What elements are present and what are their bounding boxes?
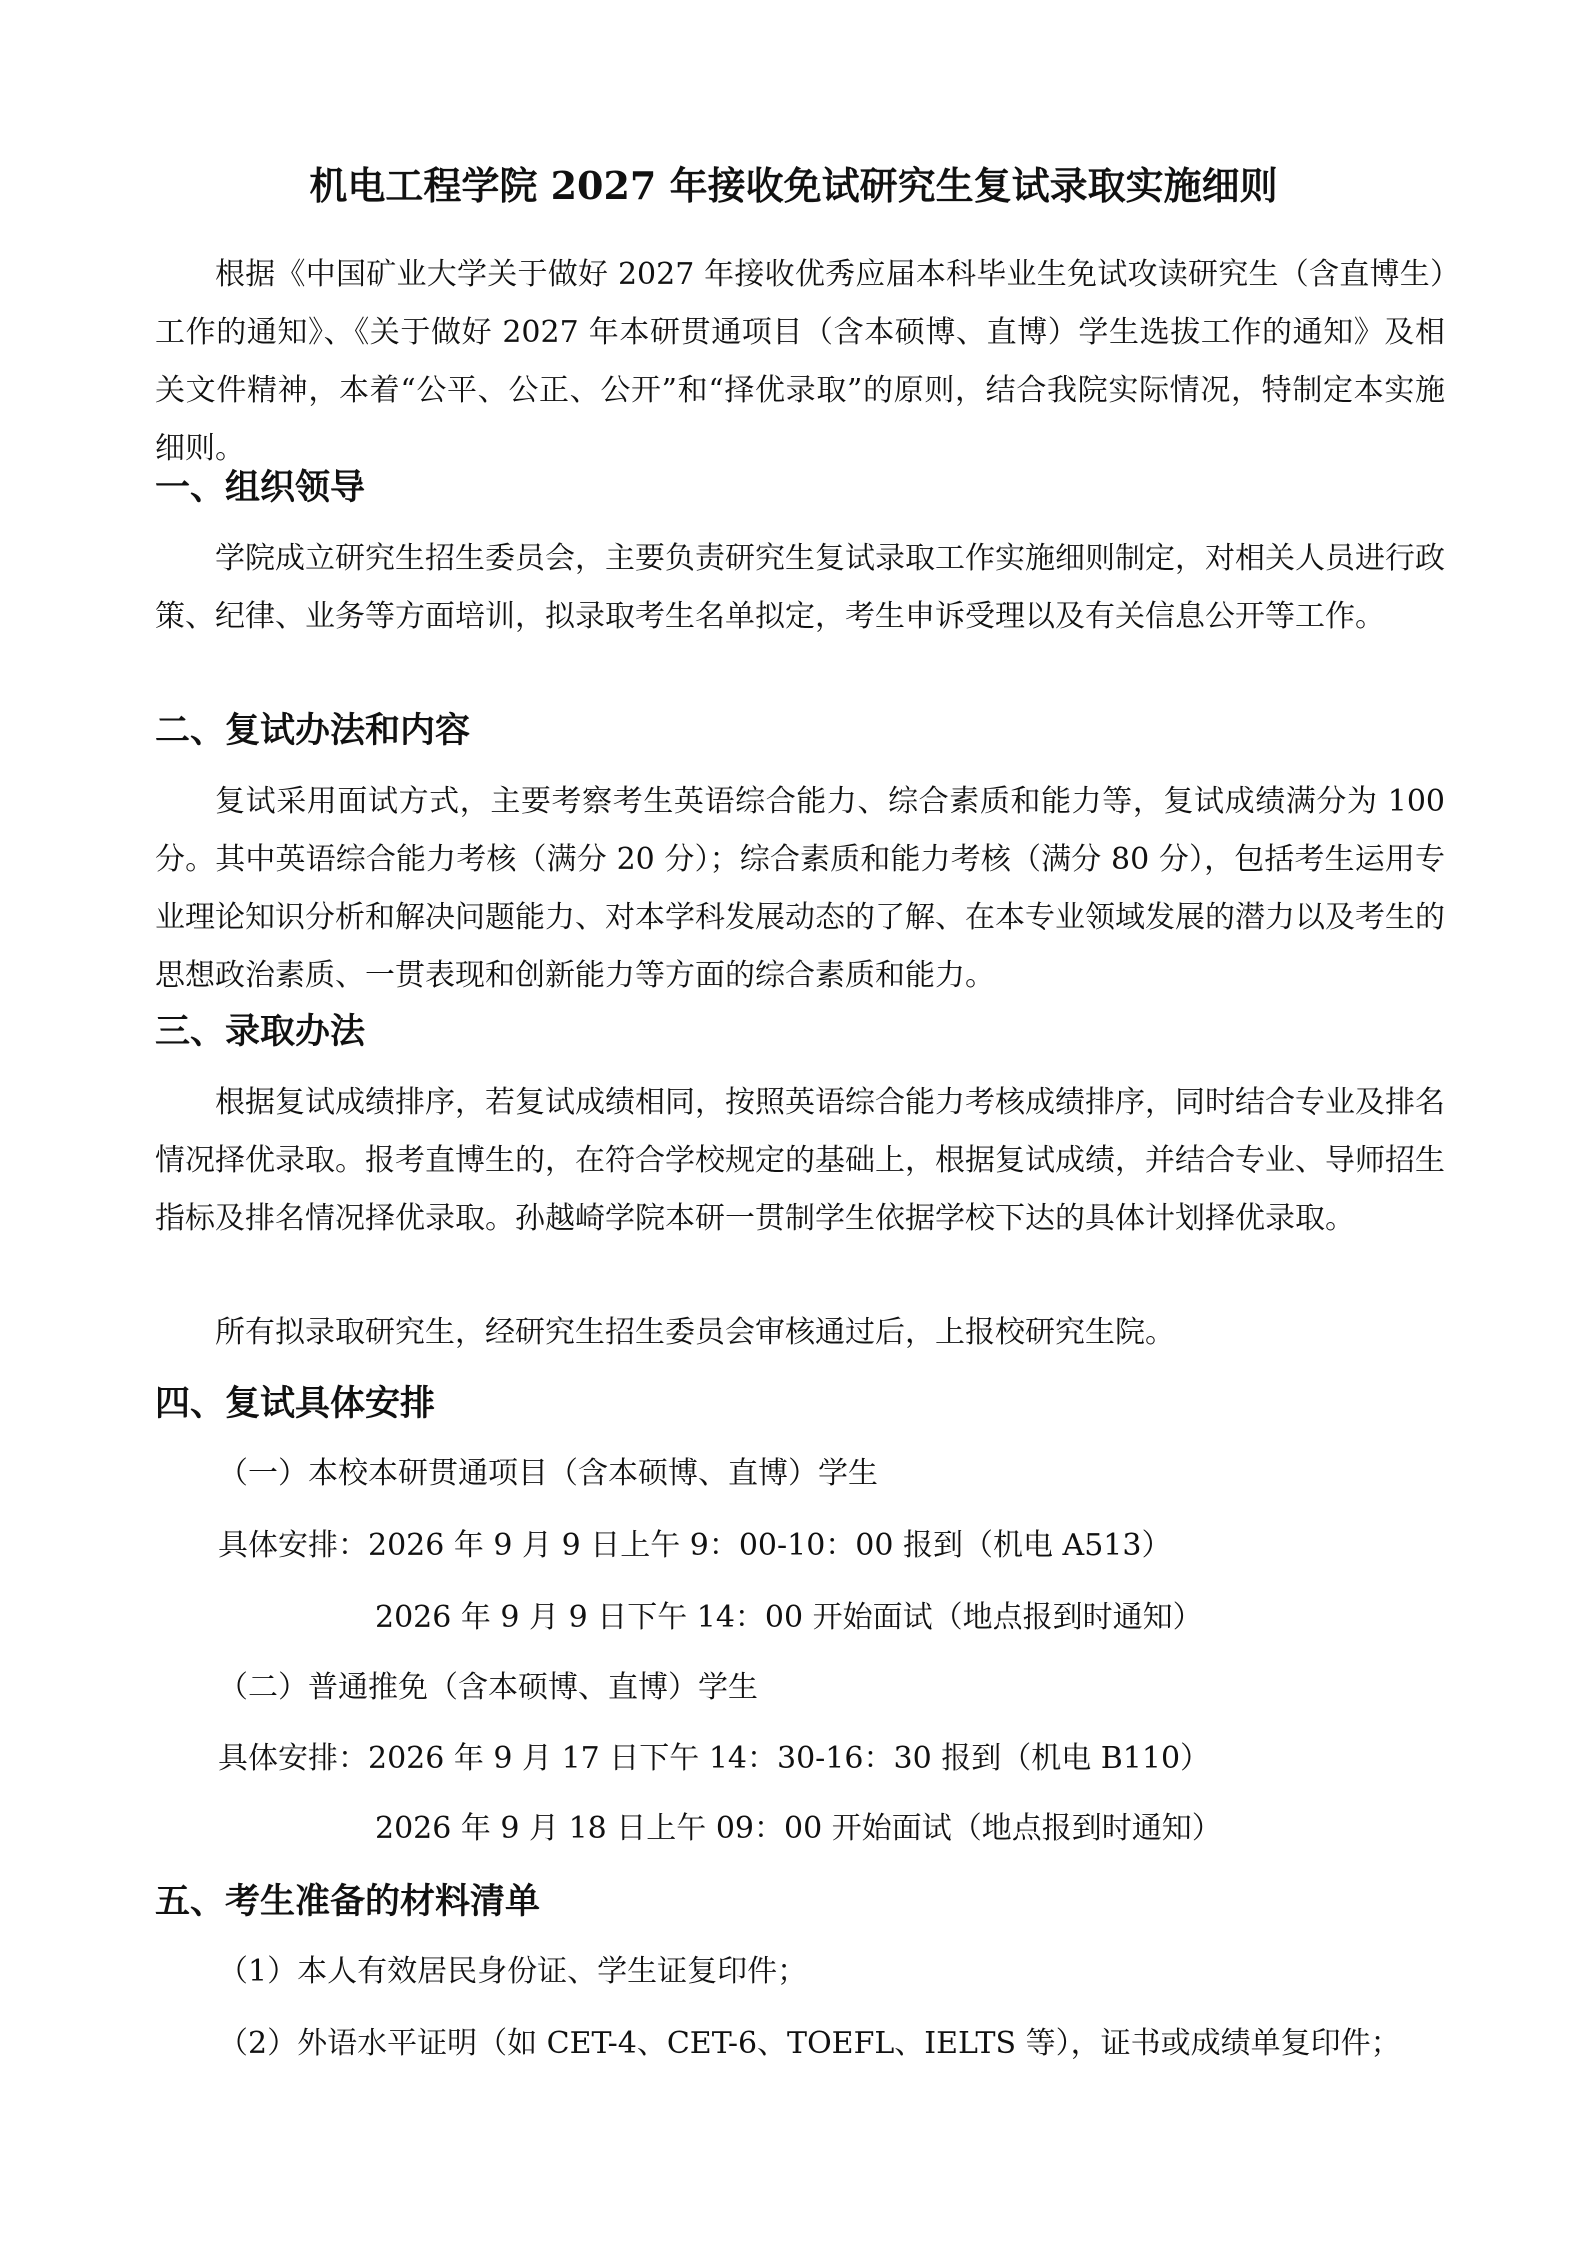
schedule-group-1-line-2: 2026 年 9 月 9 日下午 14：00 开始面试（地点报到时通知） bbox=[375, 1600, 1203, 1635]
schedule-group-2-title: （二）普通推免（含本硕博、直博）学生 bbox=[218, 1670, 758, 1705]
schedule-group-1-line-1: 具体安排：2026 年 9 月 9 日上午 9：00-10：00 报到（机电 A513） bbox=[218, 1528, 1172, 1563]
section-2-heading: 二、复试办法和内容 bbox=[155, 710, 471, 751]
schedule-group-2-line-1: 具体安排：2026 年 9 月 17 日下午 14：30-16：30 报到（机电 B110） bbox=[218, 1741, 1211, 1776]
material-item-2: （2）外语水平证明（如 CET-4、CET-6、TOEFL、IELTS 等），证书或成绩单复印件； bbox=[218, 2026, 1401, 2061]
section-1-heading: 一、组织领导 bbox=[155, 467, 366, 508]
schedule-group-1-title: （一）本校本研贯通项目（含本硕博、直博）学生 bbox=[218, 1456, 878, 1491]
section-1-paragraph: 学院成立研究生招生委员会，主要负责研究生复试录取工作实施细则制定，对相关人员进行政策、纪律、业务等方面培训，拟录取考生名单拟定，考生申诉受理以及有关信息公开等工作。 bbox=[155, 541, 1445, 634]
material-item-1: （1）本人有效居民身份证、学生证复印件； bbox=[218, 1954, 808, 1989]
section-3-heading: 三、录取办法 bbox=[155, 1011, 366, 1052]
intro-paragraph: 根据《中国矿业大学关于做好 2027 年接收优秀应届本科毕业生免试攻读研究生（含直博生）工作的通知》、《关于做好 2027 年本研贯通项目（含本硕博、直博）学生选拔工作的通知》及相关文件精神，本着“公平、公正、公开”和“择优录取”的原则，结合我院实际情况，特制定本实施细则。 bbox=[155, 257, 1445, 466]
section-2-paragraph: 复试采用面试方式，主要考察考生英语综合能力、综合素质和能力等，复试成绩满分为 100 分。其中英语综合能力考核（满分 20 分）；综合素质和能力考核（满分 80 分），包括考生运用专业理论知识分析和解决问题能力、对本学科发展动态的了解、在本专业领域发展的潜力以及考生的思想政治素质、一贯表现和创新能力等方面的综合素质和能力。 bbox=[155, 784, 1445, 993]
section-3-paragraph-1: 根据复试成绩排序，若复试成绩相同，按照英语综合能力考核成绩排序，同时结合专业及排名情况择优录取。报考直博生的，在符合学校规定的基础上，根据复试成绩，并结合专业、导师招生指标及排名情况择优录取。孙越崎学院本研一贯制学生依据学校下达的具体计划择优录取。 bbox=[155, 1085, 1445, 1236]
section-4-heading: 四、复试具体安排 bbox=[155, 1383, 436, 1424]
section-3-paragraph-2: 所有拟录取研究生，经研究生招生委员会审核通过后，上报校研究生院。 bbox=[215, 1315, 1175, 1350]
section-5-heading: 五、考生准备的材料清单 bbox=[155, 1881, 541, 1922]
document-title: 机电工程学院 2027 年接收免试研究生复试录取实施细则 bbox=[309, 163, 1278, 208]
schedule-group-2-line-2: 2026 年 9 月 18 日上午 09：00 开始面试（地点报到时通知） bbox=[375, 1811, 1222, 1846]
